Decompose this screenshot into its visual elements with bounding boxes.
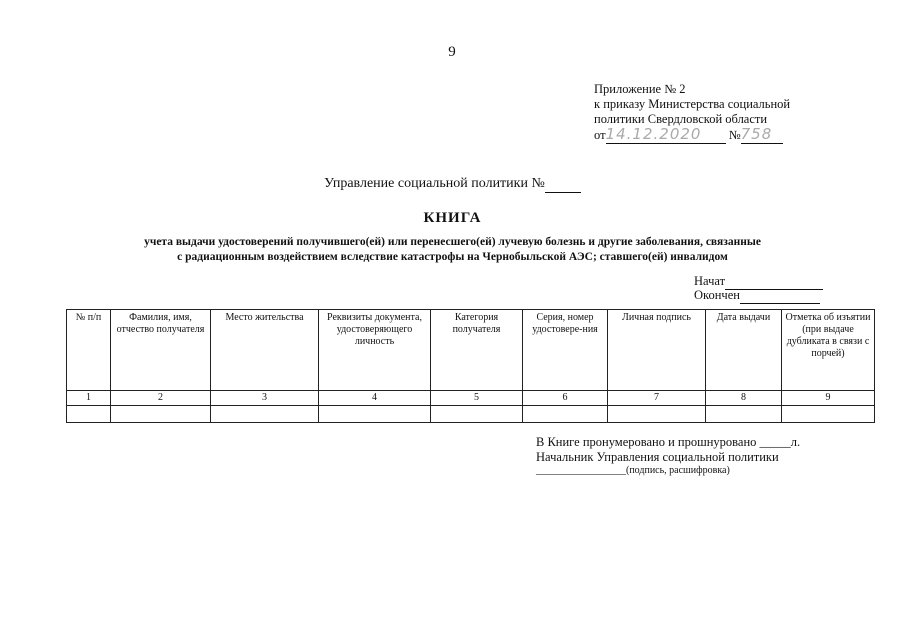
column-number: 4 (319, 391, 431, 406)
column-number: 2 (111, 391, 211, 406)
department-label: Управление социальной политики № (324, 176, 545, 191)
appendix-order-line: к приказу Министерства социальной (594, 97, 791, 111)
empty-cell (111, 406, 211, 423)
column-header: Дата выдачи (706, 310, 782, 391)
column-number: 7 (608, 391, 706, 406)
signature-blank: __________________ (536, 465, 626, 476)
column-header: Серия, номер удостовере-ния (523, 310, 608, 391)
appendix-number-value: 758 (740, 125, 773, 143)
column-header: № п/п (67, 310, 111, 391)
column-number: 6 (523, 391, 608, 406)
empty-cell (706, 406, 782, 423)
column-number: 5 (431, 391, 523, 406)
appendix-number-sign: № (728, 128, 741, 142)
empty-cell (67, 406, 111, 423)
footer-signature-line (536, 465, 730, 476)
column-header: Отметка об изъятии (при выдаче дубликата в связи с порчей) (782, 310, 875, 391)
book-title: КНИГА (423, 210, 482, 226)
table-empty-row (67, 406, 875, 423)
empty-cell (608, 406, 706, 423)
signature-hint: (подпись, расшифровка) (626, 465, 730, 476)
column-number: 1 (67, 391, 111, 406)
department-number-blank (545, 176, 581, 193)
finished-line (694, 288, 820, 304)
appendix-title: Приложение № 2 (594, 82, 686, 96)
column-header: Реквизиты документа, удостоверяющего личность (319, 310, 431, 391)
department-line (0, 176, 905, 193)
table-header-row (67, 310, 875, 391)
appendix-date-prefix: от (594, 128, 606, 142)
empty-cell (782, 406, 875, 423)
footer-numbered-line: В Книге пронумеровано и прошнуровано _____л. (536, 435, 801, 449)
appendix-ministry-line: политики Свердловской области (594, 112, 768, 126)
column-header: Фамилия, имя, отчество получателя (111, 310, 211, 391)
column-number: 3 (211, 391, 319, 406)
empty-cell (523, 406, 608, 423)
empty-cell (431, 406, 523, 423)
subtitle-line-2: с радиационным воздействием вследствие катастрофы на Чернобыльской АЭС; ставшего(ей) инвалидом (177, 251, 728, 263)
appendix-date-value: 14.12.2020 (605, 125, 702, 143)
column-number-row (67, 391, 875, 406)
appendix-date-line (594, 125, 783, 144)
column-number: 8 (706, 391, 782, 406)
column-header: Место жительства (211, 310, 319, 391)
empty-cell (211, 406, 319, 423)
journal-table (66, 309, 875, 423)
finished-blank (740, 288, 820, 304)
subtitle-line-1: учета выдачи удостоверений получившего(ей) или перенесшего(ей) лучевую болезнь и другие заболевания, связанные (144, 236, 761, 248)
appendix-date-field (606, 125, 726, 144)
appendix-number-field (741, 125, 783, 144)
footer-head-line: Начальник Управления социальной политики (536, 450, 779, 464)
page-number: 9 (448, 44, 456, 60)
column-header: Категория получателя (431, 310, 523, 391)
column-header: Личная подпись (608, 310, 706, 391)
empty-cell (319, 406, 431, 423)
started-label: Начат (694, 274, 726, 288)
column-number: 9 (782, 391, 875, 406)
finished-label: Окончен (694, 288, 740, 302)
